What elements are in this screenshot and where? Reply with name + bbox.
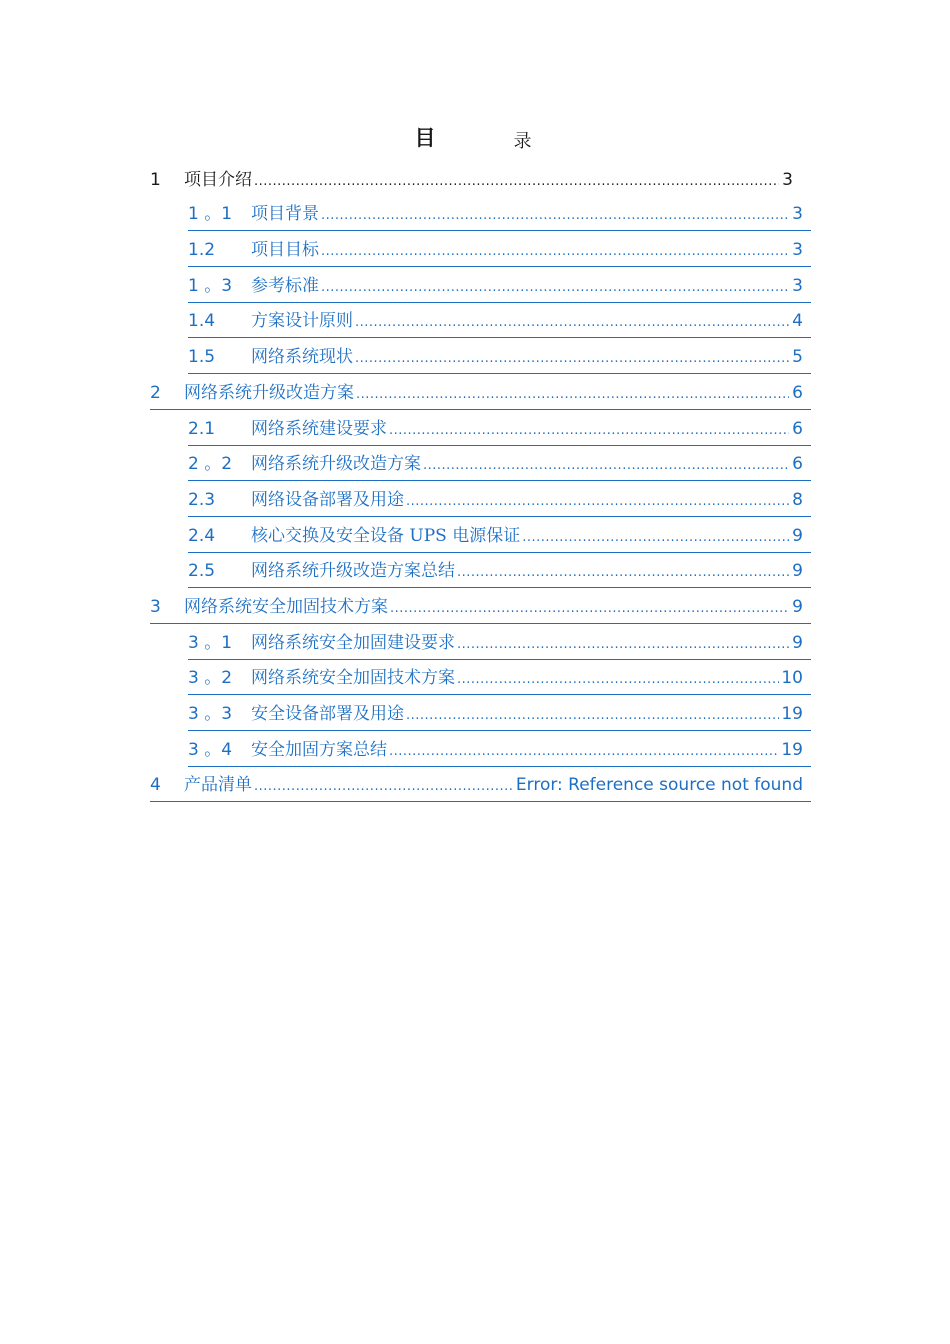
- toc-entry-2-2[interactable]: [150, 446, 811, 482]
- toc-entry-page: 9: [792, 561, 803, 582]
- toc-leader-dots: [254, 168, 779, 196]
- toc-entry-page: 3: [792, 204, 803, 225]
- toc-entry-number: 3 。4: [188, 739, 233, 760]
- toc-entry-1-2[interactable]: [150, 231, 811, 267]
- toc-entry-number: 1.4: [188, 311, 216, 332]
- toc-entry-number: 1: [150, 169, 161, 190]
- toc-entry-3[interactable]: [150, 588, 811, 624]
- toc-entry-1-5[interactable]: [150, 338, 811, 374]
- toc-title: [0, 122, 950, 152]
- toc-entry-label: 参考标准: [251, 275, 319, 296]
- toc-entry-3-1[interactable]: [150, 624, 811, 660]
- toc-entry-label: 网络系统升级改造方案总结: [251, 561, 455, 582]
- toc-entry-2-3[interactable]: [150, 481, 811, 517]
- toc-entry-page: 3: [782, 169, 793, 190]
- toc-entry-4[interactable]: [150, 767, 811, 803]
- toc-entry-label: 项目背景: [251, 204, 319, 225]
- toc-entry-page: 6: [792, 382, 803, 403]
- toc-entry-page: 3: [792, 240, 803, 261]
- toc-leader-dots: [406, 488, 789, 516]
- toc-entry-label: 方案设计原则: [251, 311, 353, 332]
- toc-entry-page: 4: [792, 311, 803, 332]
- toc-entry-1-4[interactable]: [150, 303, 811, 339]
- toc-entry-number: 3: [150, 596, 161, 617]
- toc-entry-2-5[interactable]: [150, 553, 811, 589]
- toc-entry-2[interactable]: [150, 374, 811, 410]
- toc-entry-page: 10: [781, 668, 803, 689]
- toc-leader-dots: [355, 345, 789, 373]
- toc-entry-page: 6: [792, 418, 803, 439]
- toc-entry-page: 9: [792, 596, 803, 617]
- toc-entry-label: 网络设备部署及用途: [251, 489, 404, 510]
- toc-entry-number: 2.4: [188, 525, 216, 546]
- toc-entry-label: 核心交换及安全设备 UPS 电源保证: [251, 525, 521, 546]
- toc-entry-1[interactable]: [150, 160, 811, 196]
- toc-entry-number: 3 。3: [188, 704, 233, 724]
- toc-entry-label: 安全设备部署及用途: [251, 704, 404, 724]
- toc-leader-dots: [457, 666, 779, 694]
- toc-entry-number: 3 。1: [188, 632, 233, 653]
- toc-entry-label: 产品清单: [184, 775, 252, 796]
- toc-entry-2-1[interactable]: [150, 410, 811, 446]
- toc-entry-page: 8: [792, 489, 803, 510]
- toc-leader-dots: [356, 381, 789, 409]
- toc-leader-dots: [457, 631, 789, 659]
- toc-entry-label: 安全加固方案总结: [251, 739, 387, 760]
- toc-entry-label: 网络系统安全加固建设要求: [251, 632, 455, 653]
- toc-entry-page: 9: [792, 525, 803, 546]
- toc-entry-label: 网络系统安全加固技术方案: [184, 596, 388, 617]
- toc-entry-label: 项目目标: [251, 240, 319, 261]
- toc-leader-dots: [321, 202, 789, 230]
- toc-entry-3-2[interactable]: [150, 660, 811, 696]
- toc-entry-number: 2.3: [188, 489, 216, 510]
- toc-leader-dots: [355, 309, 789, 337]
- toc-entry-number: 2.1: [188, 418, 216, 439]
- toc-entry-label: 网络系统建设要求: [251, 418, 387, 439]
- toc-leader-dots: [321, 238, 789, 266]
- toc-leader-dots: [522, 524, 789, 552]
- toc-entry-number: 4: [150, 775, 161, 796]
- toc-leader-dots: [254, 773, 514, 801]
- toc-entry-label: 网络系统升级改造方案: [251, 454, 421, 475]
- toc-entry-number: 3 。2: [188, 668, 233, 689]
- toc-entry-number: 2.5: [188, 561, 216, 582]
- toc-entry-number: 2: [150, 382, 161, 403]
- toc-entry-1-1[interactable]: [150, 196, 811, 232]
- toc-entry-page: 19: [781, 704, 803, 724]
- toc-leader-dots: [406, 702, 779, 730]
- toc-leader-dots: [390, 595, 789, 623]
- toc-entry-2-4[interactable]: [150, 517, 811, 553]
- toc-entry-label: 网络系统安全加固技术方案: [251, 668, 455, 689]
- toc-entry-page: 5: [792, 347, 803, 368]
- toc-title-part1: 目: [414, 125, 436, 150]
- toc-entry-page: 3: [792, 275, 803, 296]
- toc-entry-number: 2 。2: [188, 454, 233, 475]
- toc-entry-number: 1 。1: [188, 204, 233, 225]
- toc-entry-page: 6: [792, 454, 803, 475]
- toc-leader-dots: [321, 274, 789, 302]
- toc-entry-1-3[interactable]: [150, 267, 811, 303]
- table-of-contents: [150, 160, 811, 802]
- toc-leader-dots: [457, 559, 789, 587]
- toc-entry-label: 项目介绍: [184, 169, 252, 190]
- toc-entry-page: Error: Reference source not found: [515, 775, 803, 796]
- toc-entry-label: 网络系统现状: [251, 347, 353, 368]
- toc-entry-number: 1.2: [188, 240, 216, 261]
- toc-entry-label: 网络系统升级改造方案: [184, 382, 354, 403]
- toc-title-part2: 录: [513, 131, 532, 152]
- toc-entry-3-3[interactable]: [150, 695, 811, 731]
- toc-entry-number: 1 。3: [188, 275, 233, 296]
- toc-leader-dots: [389, 738, 779, 766]
- toc-leader-dots: [423, 452, 789, 480]
- toc-entry-page: 9: [792, 632, 803, 653]
- toc-entry-page: 19: [781, 739, 803, 760]
- toc-entry-3-4[interactable]: [150, 731, 811, 767]
- toc-leader-dots: [389, 417, 789, 445]
- toc-entry-number: 1.5: [188, 347, 216, 368]
